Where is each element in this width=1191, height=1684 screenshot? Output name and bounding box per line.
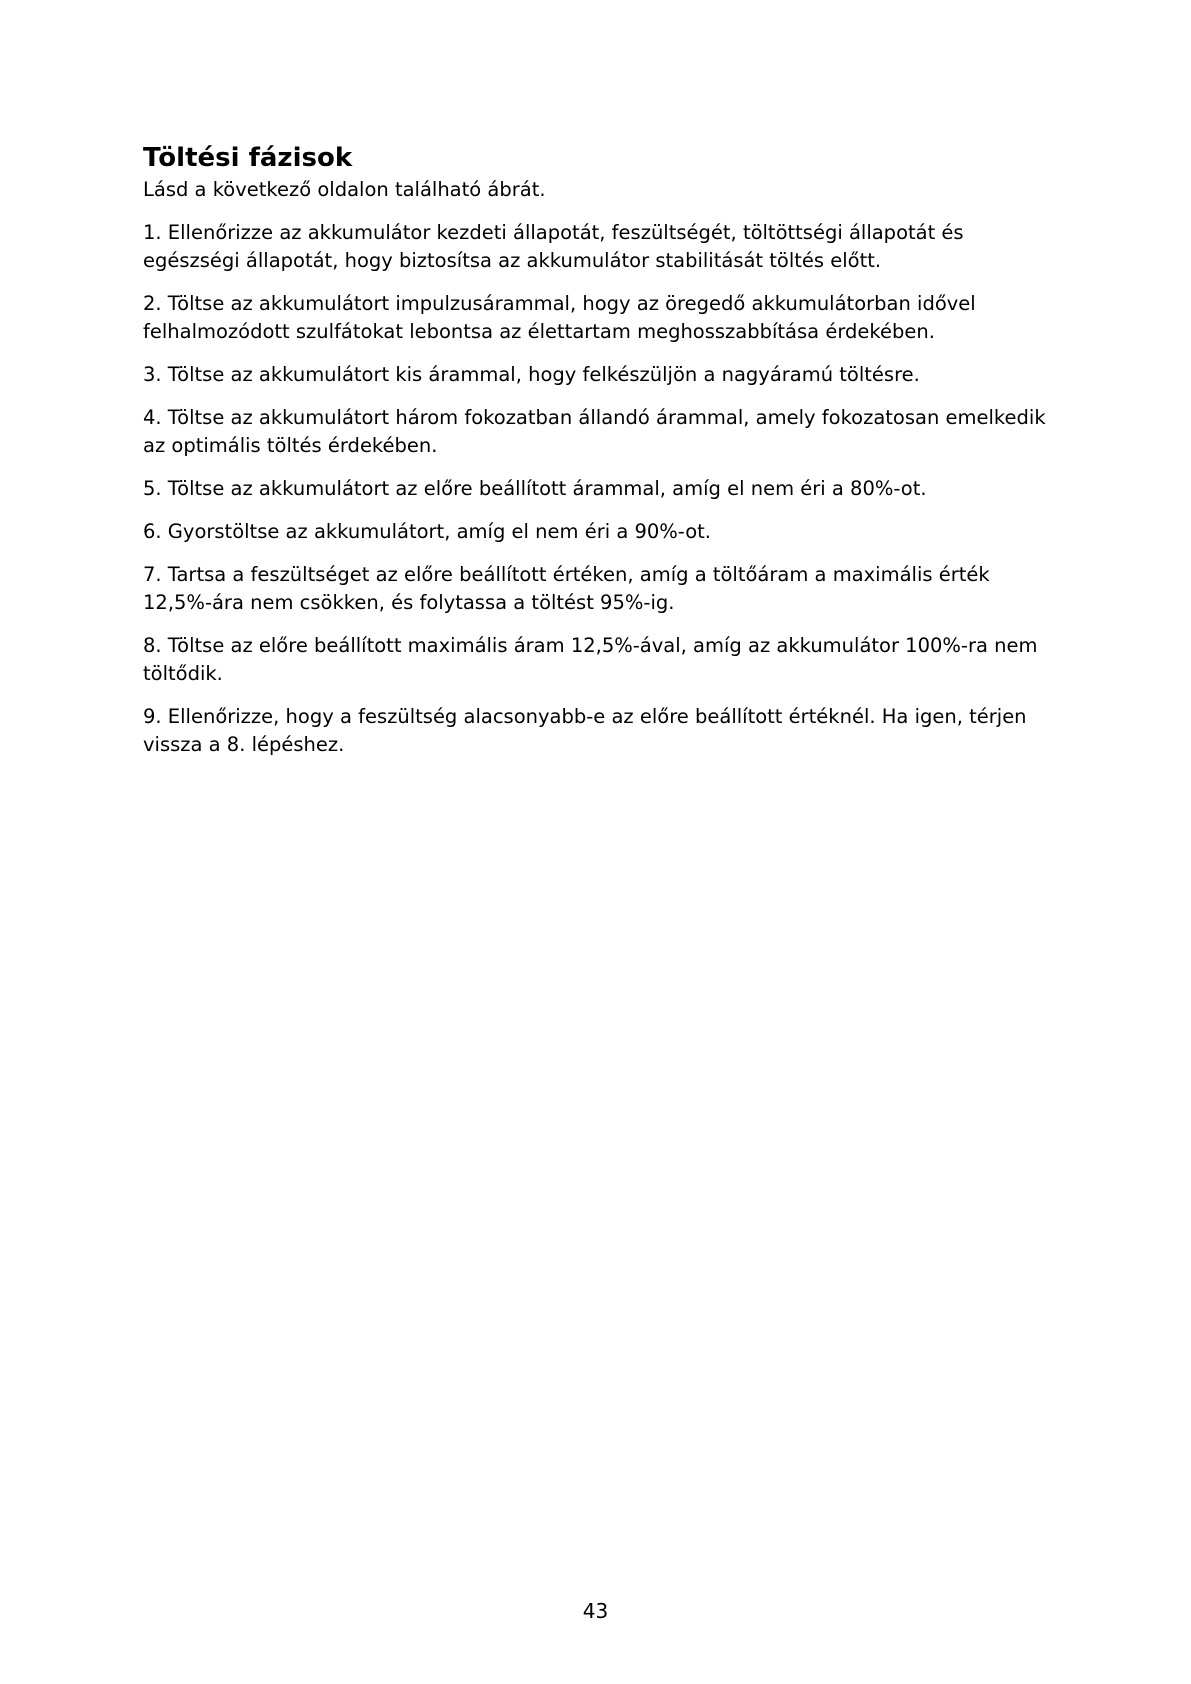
step-2: 2. Töltse az akkumulátort impulzusárammal, hogy az öregedő akkumulátorban idővel felhalmozódott szulfátokat lebontsa az élettartam meghosszabbítása érdekében. xyxy=(143,292,976,343)
step-4: 4. Töltse az akkumulátort három fokozatban állandó árammal, amely fokozatosan emelkedik az optimális töltés érdekében. xyxy=(143,406,1046,457)
step-1: 1. Ellenőrizze az akkumulátor kezdeti állapotát, feszültségét, töltöttségi állapotát és egészségi állapotát, hogy biztosítsa az akkumulátor stabilitását töltés előtt. xyxy=(143,221,964,272)
step-8: 8. Töltse az előre beállított maximális áram 12,5%-ával, amíg az akkumulátor 100%-ra nem töltődik. xyxy=(143,634,1038,685)
document-body xyxy=(143,140,1063,774)
step-7: 7. Tartsa a feszültséget az előre beállított értéken, amíg a töltőáram a maximális érték 12,5%-ára nem csökken, és folytassa a töltést 95%-ig. xyxy=(143,563,990,614)
step-6: 6. Gyorstöltse az akkumulátort, amíg el nem éri a 90%-ot. xyxy=(143,520,711,543)
step-9: 9. Ellenőrizze, hogy a feszültség alacsonyabb-e az előre beállított értéknél. Ha igen, térjen vissza a 8. lépéshez. xyxy=(143,705,1027,756)
page-number: 43 xyxy=(582,1599,609,1623)
step-3: 3. Töltse az akkumulátort kis árammal, hogy felkészüljön a nagyáramú töltésre. xyxy=(143,363,920,386)
step-5: 5. Töltse az akkumulátort az előre beállított árammal, amíg el nem éri a 80%-ot. xyxy=(143,477,927,500)
page-title: Töltési fázisok xyxy=(143,143,353,173)
intro-text: Lásd a következő oldalon található ábrát. xyxy=(143,178,546,201)
